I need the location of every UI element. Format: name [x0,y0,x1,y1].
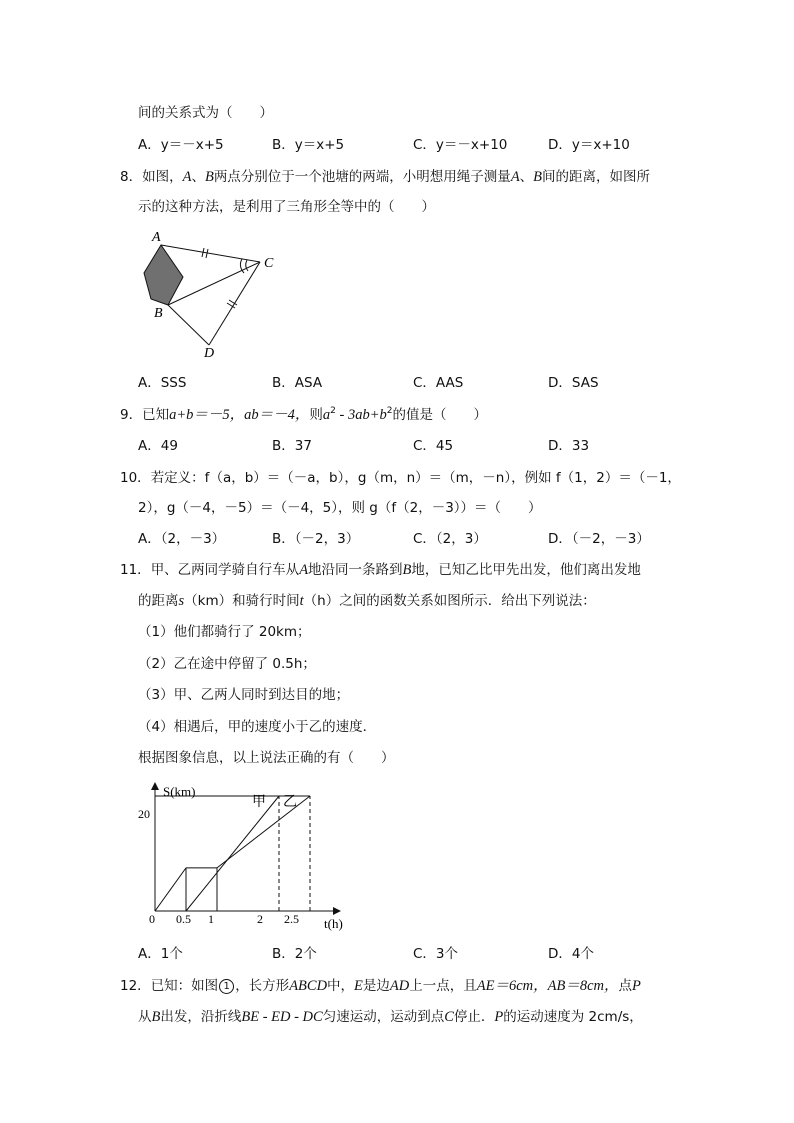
q10-option-a[interactable]: A．（2，－3） [138,531,226,547]
q12-stem-line1: 12．已知：如图 1 ，长方形ABCD中，E是边AD上一点，且AE＝6cm，AB＝8cm，点P [120,978,641,994]
q8-figure [130,225,290,365]
tick-label-2-5: 2.5 [284,912,299,926]
label-d: D [204,346,215,361]
q8-number: 8． [120,169,143,185]
series-yi-segment-1 [155,868,186,911]
q11-statement-2: （2）乙在途中停留了 0.5h； [138,656,316,672]
q7-option-a[interactable]: A．y＝－x+5 [138,137,224,153]
q10-option-d[interactable]: D．（－2，－3） [548,531,650,547]
q8-option-d[interactable]: D．SAS [548,375,599,391]
tick-label-1: 1 [208,912,214,926]
angle-arc-inner [246,260,248,271]
x-axis-label: t(h) [324,916,343,931]
q11-question-ask: 根据图象信息，以上说法正确的有（ ） [138,750,395,766]
q9-option-a[interactable]: A．49 [138,438,178,454]
q8-stem-line1: 8．如图，A、B两点分别位于一个池塘的两端，小明想用绳子测量A、B间的距离，如图所 [120,169,651,185]
q11-option-c[interactable]: C．3个 [413,946,459,962]
q9-option-b[interactable]: B．37 [272,438,312,454]
tick-label-origin: 0 [149,912,155,926]
label-b: B [154,306,163,321]
q11-statement-3: （3）甲、乙两人同时到达目的地； [138,687,350,703]
segment-bd [168,305,209,345]
legend-yi: 乙 [283,795,297,810]
tick-label-0-5: 0.5 [176,912,191,926]
q9-number: 9． [120,407,143,423]
q12-number: 12． [120,978,151,994]
q7-stem-continuation: 间的关系式为（ ） [138,105,273,121]
q10-number: 10． [120,470,151,486]
q8-stem-line2: 示的这种方法，是利用了三角形全等中的（ ） [138,199,435,215]
segment-ac [161,245,260,262]
q7-option-b[interactable]: B．y＝x+5 [272,137,345,153]
q12-stem-line2: 从B出发，沿折线BE - ED - DC匀速运动，运动到点C停止．P的运动速度为 2cm/s， [138,1009,643,1025]
q11-option-d[interactable]: D．4个 [548,946,594,962]
q11-stem-line2: 的距离s（km）和骑行时间t（h）之间的函数关系如图所示．给出下列说法： [138,593,596,609]
series-jia-segment-1 [186,796,279,911]
pond-shape [144,245,183,305]
q11-statement-4: （4）相遇后，甲的速度小于乙的速度． [138,719,377,735]
q7-option-c[interactable]: C．y＝－x+10 [413,137,508,153]
q11-option-b[interactable]: B．2个 [272,946,317,962]
q8-option-c[interactable]: C．AAS [413,375,464,391]
circled-number-one: 1 [219,979,234,994]
label-a: A [152,230,161,245]
y-axis-label: S(km) [163,784,196,799]
q11-stem-line1: 11．甲、乙两同学骑自行车从A地沿同一条路到B地，已知乙比甲先出发，他们离出发地 [120,562,641,578]
x-axis-arrow [333,907,341,915]
q10-stem-line2: 2），g（－4，－5）＝（－4，5），则 g（f（2，－3））＝（ ） [138,500,542,516]
tick-label-20: 20 [138,807,150,821]
label-c: C [264,256,274,271]
q7-option-d[interactable]: D．y＝x+10 [548,137,630,153]
q9-stem: 9．已知a+b＝－5，ab＝－4，则$a^2 - 3ab+b^2$的值是（ ） [120,406,487,423]
q8-option-a[interactable]: A．SSS [138,375,187,391]
legend-jia: 甲 [252,795,266,810]
tick-label-2: 2 [257,912,263,926]
y-axis-arrow [151,782,159,790]
q11-statement-1: （1）他们都骑行了 20km； [138,624,311,640]
q8-option-b[interactable]: B．ASA [272,375,323,391]
q9-option-c[interactable]: C．45 [413,438,454,454]
q9-option-d[interactable]: D．33 [548,438,590,454]
q11-distance-time-graph [130,780,360,940]
q11-option-a[interactable]: A．1个 [138,946,183,962]
q11-number: 11． [120,562,151,578]
q10-option-c[interactable]: C．（2，3） [413,531,487,547]
q10-stem-line1: 10．若定义：f（a，b）＝（－a，b），g（m，n）＝（m，－n），例如 f（1，2）＝（－1， [120,470,681,486]
q10-option-b[interactable]: B．（－2，3） [272,531,360,547]
